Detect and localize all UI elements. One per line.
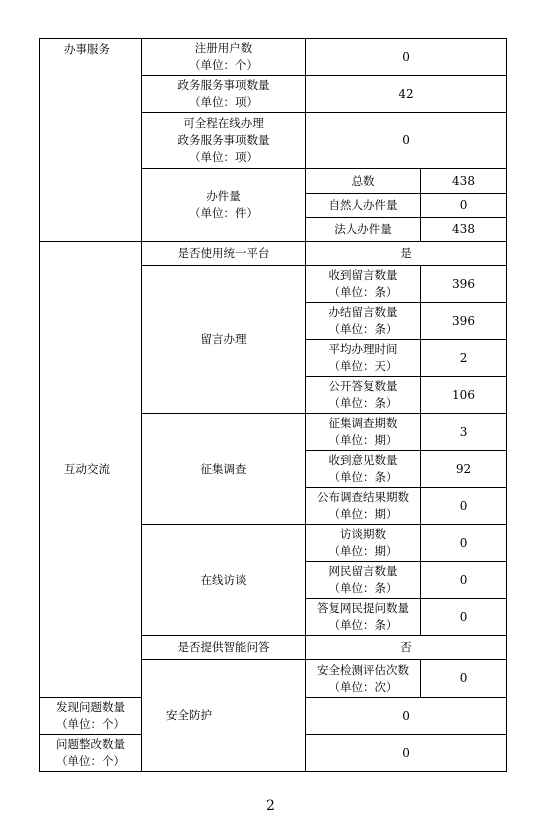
survey-periods-value: 3 — [421, 414, 507, 451]
issues-fixed-value: 0 — [306, 735, 507, 772]
messages-group-label: 留言办理 — [142, 266, 306, 414]
messages-avg-time-value: 2 — [421, 340, 507, 377]
online-items-label: 可全程在线办理 政务服务事项数量 （单位：项） — [142, 113, 306, 169]
interview-answers-label: 答复网民提问数量 （单位：条） — [306, 599, 421, 636]
messages-received-label: 收到留言数量 （单位：条） — [306, 266, 421, 303]
smart-qa-value: 否 — [306, 636, 507, 660]
messages-handled-label: 办结留言数量 （单位：条） — [306, 303, 421, 340]
service-items-label: 政务服务事项数量 （单位：项） — [142, 76, 306, 113]
assessments-label: 安全检测评估次数 （单位：次） — [306, 660, 421, 698]
survey-periods-label: 征集调查期数 （单位：期） — [306, 414, 421, 451]
registered-users-value: 0 — [306, 39, 507, 76]
volume-label: 办件量 （单位：件） — [142, 169, 306, 242]
messages-public-replies-label: 公开答复数量 （单位：条） — [306, 377, 421, 414]
registered-users-label: 注册用户数 （单位：个） — [142, 39, 306, 76]
issues-found-value: 0 — [306, 698, 507, 735]
interview-periods-value: 0 — [421, 525, 507, 562]
page-number: 2 — [266, 798, 275, 814]
service-items-value: 42 — [306, 76, 507, 113]
survey-group-label: 征集调查 — [142, 414, 306, 525]
volume-legal-value: 438 — [421, 218, 507, 242]
survey-results-label: 公布调查结果期数 （单位：期） — [306, 488, 421, 525]
statistics-table — [39, 38, 507, 772]
volume-legal-label: 法人办件量 — [306, 218, 421, 242]
messages-public-replies-value: 106 — [421, 377, 507, 414]
assessments-value: 0 — [421, 660, 507, 698]
unified-platform-value: 是 — [306, 242, 507, 266]
survey-opinions-value: 92 — [421, 451, 507, 488]
issues-found-label: 发现问题数量 （单位：个） — [40, 698, 142, 735]
interview-messages-value: 0 — [421, 562, 507, 599]
messages-handled-value: 396 — [421, 303, 507, 340]
interview-group-label: 在线访谈 — [142, 525, 306, 636]
survey-opinions-label: 收到意见数量 （单位：条） — [306, 451, 421, 488]
volume-natural-value: 0 — [421, 194, 507, 218]
survey-results-value: 0 — [421, 488, 507, 525]
messages-avg-time-label: 平均办理时间 （单位：天） — [306, 340, 421, 377]
volume-total-value: 438 — [421, 169, 507, 194]
volume-total-label: 总数 — [306, 169, 421, 194]
interview-periods-label: 访谈期数 （单位：期） — [306, 525, 421, 562]
messages-received-value: 396 — [421, 266, 507, 303]
section-label-security: 安全防护 — [142, 660, 306, 772]
issues-fixed-label: 问题整改数量 （单位：个） — [40, 735, 142, 772]
unified-platform-label: 是否使用统一平台 — [142, 242, 306, 266]
volume-natural-label: 自然人办件量 — [306, 194, 421, 218]
online-items-value: 0 — [306, 113, 507, 169]
section-label-services: 办事服务 — [40, 39, 142, 242]
interview-answers-value: 0 — [421, 599, 507, 636]
interview-messages-label: 网民留言数量 （单位：条） — [306, 562, 421, 599]
smart-qa-label: 是否提供智能问答 — [142, 636, 306, 660]
section-label-interaction: 互动交流 — [40, 242, 142, 698]
